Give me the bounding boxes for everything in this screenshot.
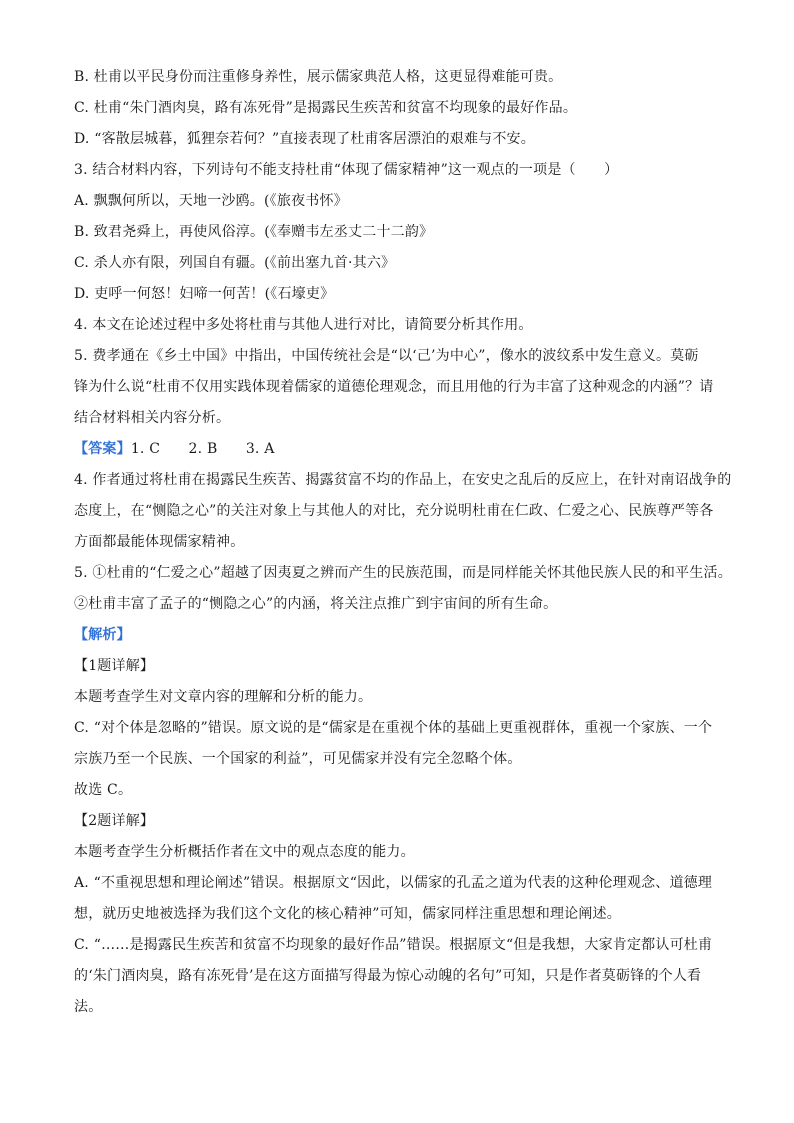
question-5-line-3: 结合材料相关内容分析。 — [74, 410, 231, 426]
detail-2-line-5: 的‘朱门酒肉臭，路有冻死骨’是在这方面描写得最为惊心动魄的名句”可知，只是作者莫砺锋的个人看 — [74, 968, 702, 984]
option-b: B. 杜甫以平民身份而注重修身养性，展示儒家典范人格，这更显得难能可贵。 — [74, 69, 563, 85]
detail-2-title: 【2题详解】 — [74, 813, 155, 829]
detail-1-line-1: 本题考查学生对文章内容的理解和分析的能力。 — [74, 689, 373, 705]
detail-2-line-2: A. “不重视思想和理论阐述”错误。根据原文“因此，以儒家的孔孟之道为代表的这种伦理观念、道德理 — [74, 875, 713, 891]
answer-line — [74, 434, 734, 465]
q3-option-d: D. 吏呼一何怒！妇啼一何苦！(《石壕吏》 — [74, 286, 335, 302]
question-3-stem: 3. 结合材料内容，下列诗句不能支持杜甫“体现了儒家精神”这一观点的一项是（ ） — [74, 162, 619, 178]
document-page — [74, 62, 734, 1023]
answer-tag: 【答案】 — [74, 441, 131, 457]
detail-2-line-3: 想，就历史地被选择为我们这个文化的核心精神”可知，儒家同样注重思想和理论阐述。 — [74, 906, 621, 922]
analysis-tag: 【解析】 — [74, 627, 131, 643]
answer-4-line-2: 态度上，在“恻隐之心”的关注对象上与其他人的对比，充分说明杜甫在仁政、仁爱之心、民族尊严等各 — [74, 503, 714, 519]
detail-1-title: 【1题详解】 — [74, 658, 155, 674]
detail-1-line-4: 故选 C。 — [74, 782, 133, 798]
answer-4-line-3: 方面都最能体现儒家精神。 — [74, 534, 245, 550]
detail-2-line-6: 法。 — [74, 999, 103, 1015]
option-d: D. “客散层城暮，狐狸奈若何？”直接表现了杜甫客居漂泊的艰难与不安。 — [74, 131, 535, 147]
q3-option-c: C. 杀人亦有限，列国自有疆。(《前出塞九首·其六》 — [74, 255, 396, 271]
detail-1-line-2: C. “对个体是忽略的”错误。原文说的是“儒家是在重视个体的基础上更重视群体，重视一个家族、一个 — [74, 720, 713, 736]
analysis-heading — [74, 620, 734, 651]
question-5-line-2: 锋为什么说“杜甫不仅用实践体现着儒家的道德伦理观念，而且用他的行为丰富了这种观念的内涵”？请 — [74, 379, 714, 395]
question-4-stem: 4. 本文在论述过程中多处将杜甫与其他人进行对比，请简要分析其作用。 — [74, 317, 533, 333]
q3-option-a: A. 飘飘何所以，天地一沙鸥。(《旅夜书怀》 — [74, 193, 348, 209]
detail-2-line-4: C. “……是揭露民生疾苦和贫富不均现象的最好作品”错误。根据原文“但是我想，大家肯定都认可杜甫 — [74, 937, 713, 953]
q3-option-b: B. 致君尧舜上，再使风俗淳。(《奉赠韦左丞丈二十二韵》 — [74, 224, 434, 240]
answer-4-line-1: 4. 作者通过将杜甫在揭露民生疾苦、揭露贫富不均的作品上，在安史之乱后的反应上，在针对南诏战争的 — [74, 472, 732, 488]
question-5-line-1: 5. 费孝通在《乡土中国》中指出，中国传统社会是“以‘己’为中心”，像水的波纹系中发生意义。莫砺 — [74, 348, 699, 364]
answer-5-line-1: 5. ①杜甫的“仁爱之心”超越了因夷夏之辨而产生的民族范围，而是同样能关怀其他民族人民的和平生活。 — [74, 565, 732, 581]
answer-5-line-2: ②杜甫丰富了孟子的“恻隐之心”的内涵，将关注点推广到宇宙间的所有生命。 — [74, 596, 558, 612]
answer-choices: 1. C 2. B 3. A — [130, 441, 275, 457]
detail-2-line-1: 本题考查学生分析概括作者在文中的观点态度的能力。 — [74, 844, 415, 860]
option-c: C. 杜甫“朱门酒肉臭，路有冻死骨”是揭露民生疾苦和贫富不均现象的最好作品。 — [74, 100, 578, 116]
detail-1-line-3: 宗族乃至一个民族、一个国家的利益”，可见儒家并没有完全忽略个体。 — [74, 751, 522, 767]
